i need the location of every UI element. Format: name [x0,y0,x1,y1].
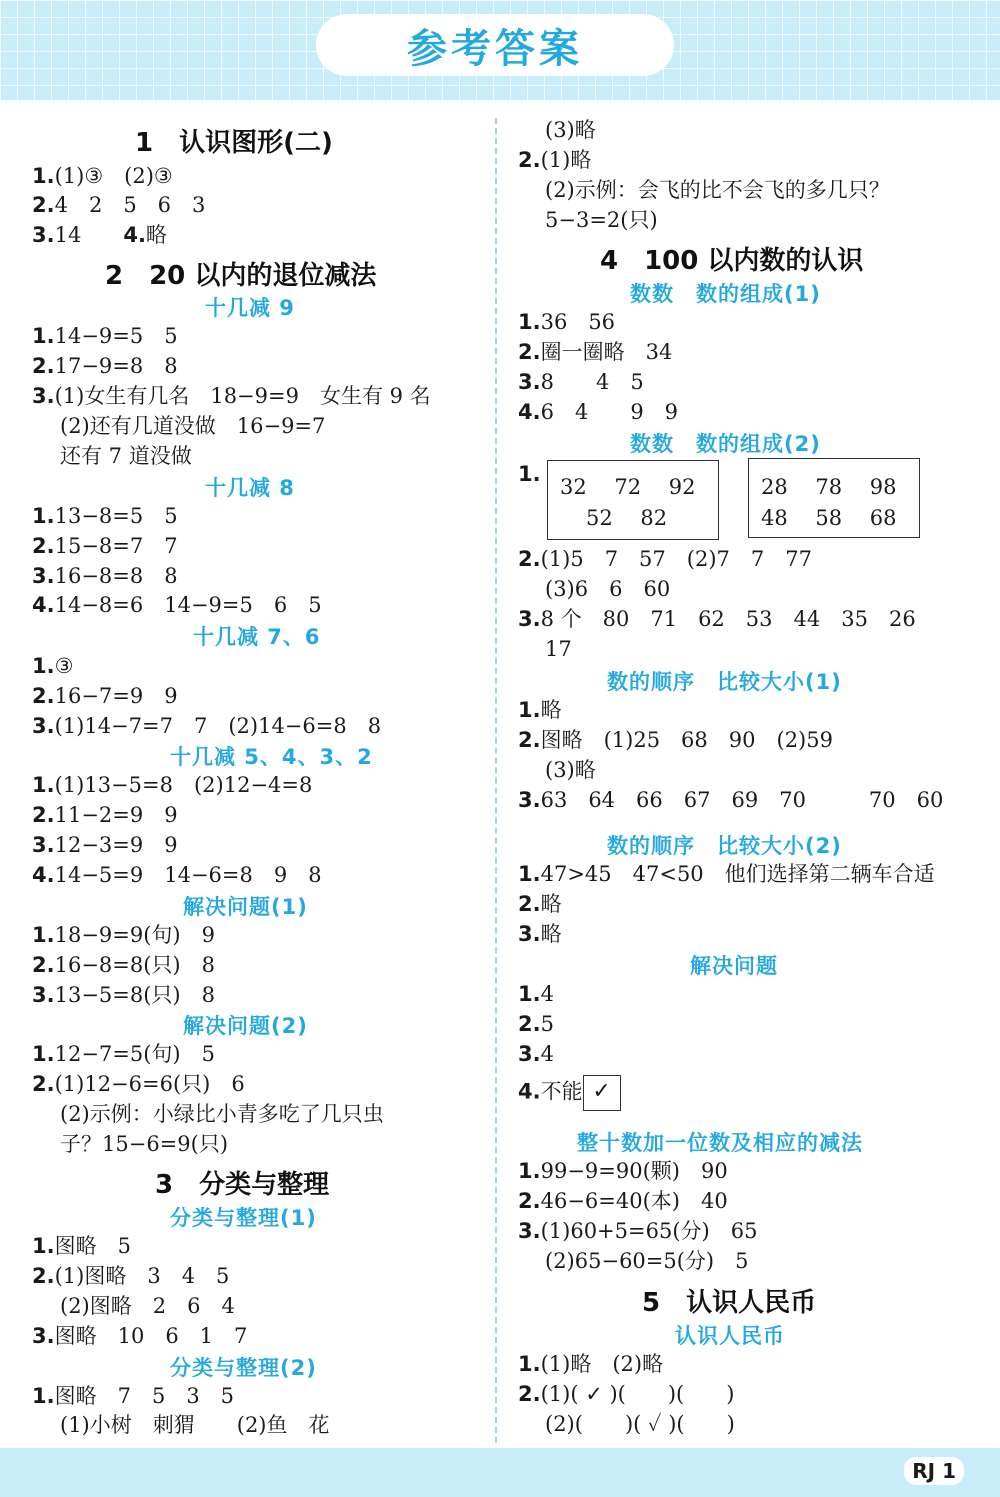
answer-line: 2.圈一圈略 34 [518,340,673,364]
answer-line: 子？15−6=9(只) [60,1132,229,1156]
subsection-title: 分类与整理(1) [170,1206,317,1230]
footer-band [0,1448,1000,1497]
answer-line: 1.(1)13−5=8 (2)12−4=8 [32,773,313,797]
subsection-title: 数的顺序 比较大小(2) [607,834,842,858]
subsection-title: 解决问题(2) [183,1014,308,1038]
answer-line: (3)6 6 60 [545,577,671,601]
page-title: 参考答案 [316,14,674,76]
answer-line: 2.(1)( ✓ )( )( ) [518,1382,735,1406]
answer-line: 3.(1)女生有几名 18−9=9 女生有 9 名 [32,384,431,408]
answer-line: 1.99−9=90(颗) 90 [518,1159,728,1183]
answer-line: 2.(1)图略 3 4 5 [32,1264,230,1288]
check-box: ✓ [583,1075,621,1111]
subsection-title: 十几减 9 [205,296,295,320]
answer-line: (2)示例：小绿比小青多吃了几只虫 [60,1102,384,1126]
subsection-title: 数的顺序 比较大小(1) [607,670,842,694]
answer-line: 3.略 [518,922,562,946]
section-title: 3 分类与整理 [155,1170,330,1200]
answer-line: (2)还有几道没做 16−9=7 [60,414,326,438]
answer-line: 2.16−8=8(只) 8 [32,953,215,977]
answer-line: 5−3=2(只) [545,208,658,232]
answer-line: 1.12−7=5(句) 5 [32,1042,215,1066]
answer-line: 1.13−8=5 5 [32,504,178,528]
answer-line: 3.8 4 5 [518,370,644,394]
answer-line: 1.14−9=5 5 [32,324,178,348]
number-box [748,458,920,538]
answer-line: 2.(1)12−6=6(只) 6 [32,1072,245,1096]
answer-line: 1.18−9=9(句) 9 [32,923,215,947]
section-title: 2 20 以内的退位减法 [105,261,377,291]
answer-line: 1. [518,462,541,486]
box-row: 48 58 68 [761,506,897,530]
answer-line: 4.不能 ✓ [518,1075,621,1111]
answer-line: 3.13−5=8(只) 8 [32,983,215,1007]
answer-line: 2.16−7=9 9 [32,684,178,708]
answer-line: 1.36 56 [518,310,616,334]
answer-line: 1.③ [32,654,74,678]
answer-line: 4.6 4 9 9 [518,400,679,424]
number-box [547,460,719,540]
answer-line: 2.(1)略 [518,148,592,172]
answer-line: (2)示例：会飞的比不会飞的多几只？ [545,178,890,202]
subsection-title: 十几减 8 [205,476,295,500]
box-row: 28 78 98 [761,475,897,499]
answer-line: 3.8 个 80 71 62 53 44 35 26 [518,607,916,631]
answer-line: 2.15−8=7 7 [32,534,178,558]
answer-line: 3.16−8=8 8 [32,564,178,588]
answer-line: 1.(1)略 (2)略 [518,1352,664,1376]
answer-line: 2.(1)5 7 57 (2)7 7 77 [518,547,812,571]
box-row: 52 82 [586,506,668,530]
answer-line: (2)65−60=5(分) 5 [545,1249,749,1273]
answer-line: 1.4 [518,982,554,1006]
answer-line: 2.11−2=9 9 [32,803,178,827]
answer-line: 4.14−8=6 14−9=5 6 5 [32,593,322,617]
answer-line: 3.63 64 66 67 69 70 70 60 [518,788,944,812]
answer-line: 2.46−6=40(本) 40 [518,1189,728,1213]
subsection-title: 十几减 5、4、3、2 [170,745,373,769]
answer-line: 2.17−9=8 8 [32,354,178,378]
answer-line: 3.(1)60+5=65(分) 65 [518,1219,758,1243]
subsection-title: 解决问题(1) [183,895,308,919]
subsection-title: 数数 数的组成(1) [630,282,821,306]
answer-line: (1)小树 刺猬 (2)鱼 花 [60,1413,330,1437]
subsection-title: 数数 数的组成(2) [630,432,821,456]
answer-line: 1.图略 5 [32,1234,131,1258]
answer-line: 17 [545,637,572,661]
answer-line: 1.47>45 47<50 他们选择第二辆车合适 [518,862,935,886]
answer-line: 1.(1)③ (2)③ [32,164,173,188]
answer-line: 2.5 [518,1012,554,1036]
answer-line: (3)略 [545,118,596,142]
answer-line: 3.14 4.略 [32,223,167,247]
section-title: 5 认识人民币 [642,1288,817,1318]
subsection-title: 整十数加一位数及相应的减法 [577,1131,863,1155]
section-title: 1 认识图形(二) [135,128,333,158]
answer-line: 1.略 [518,698,562,722]
box-row: 32 72 92 [560,475,696,499]
subsection-title: 十几减 7、6 [193,625,321,649]
answer-line: 3.图略 10 6 1 7 [32,1324,248,1348]
answer-line: 还有 7 道没做 [60,444,192,468]
answer-line: 3.12−3=9 9 [32,833,178,857]
section-title: 4 100 以内数的认识 [600,246,864,276]
page-number: RJ 1 [904,1457,964,1485]
answer-line: (2)( )( ✓ )( ) [545,1412,735,1436]
answer-line: 2.略 [518,892,562,916]
column-divider [495,118,497,1443]
answer-line: 1.图略 7 5 3 5 [32,1384,235,1408]
answer-line: 3.(1)14−7=7 7 (2)14−6=8 8 [32,714,382,738]
subsection-title: 解决问题 [690,954,778,978]
answer-line: (2)图略 2 6 4 [60,1294,235,1318]
answer-line: (3)略 [545,758,596,782]
subsection-title: 认识人民币 [675,1324,785,1348]
subsection-title: 分类与整理(2) [170,1356,317,1380]
answer-line: 3.4 [518,1042,554,1066]
answer-line: 2.4 2 5 6 3 [32,193,206,217]
answer-line: 2.图略 (1)25 68 90 (2)59 [518,728,833,752]
answer-line: 4.14−5=9 14−6=8 9 8 [32,863,322,887]
